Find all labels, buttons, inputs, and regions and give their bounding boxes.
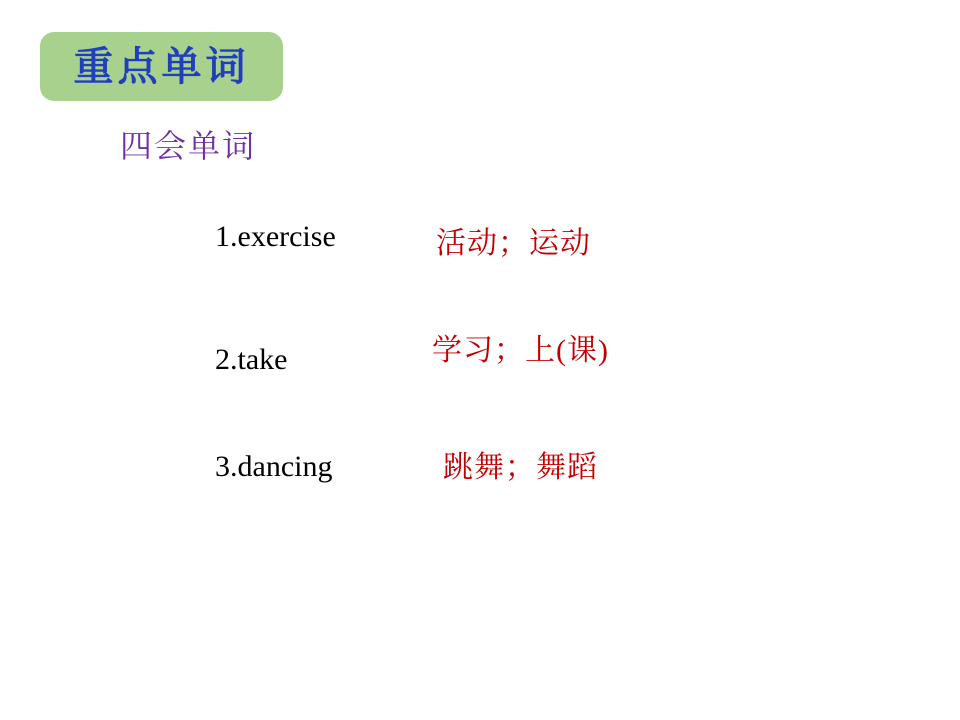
word-english: 3.dancing [215, 450, 333, 483]
subtitle: 四会单词 [120, 128, 257, 164]
word-chinese: 跳舞；舞蹈 [443, 451, 598, 484]
word-chinese: 学习；上(课) [432, 334, 609, 367]
word-english: 1.exercise [215, 220, 336, 253]
page-title: 重点单词 [73, 43, 250, 89]
list-item [0, 220, 960, 333]
word-list [0, 220, 960, 559]
word-english: 2.take [215, 343, 288, 376]
word-chinese: 活动；运动 [436, 227, 591, 260]
list-item [0, 446, 960, 559]
title-badge [40, 32, 283, 101]
list-item [0, 333, 960, 446]
